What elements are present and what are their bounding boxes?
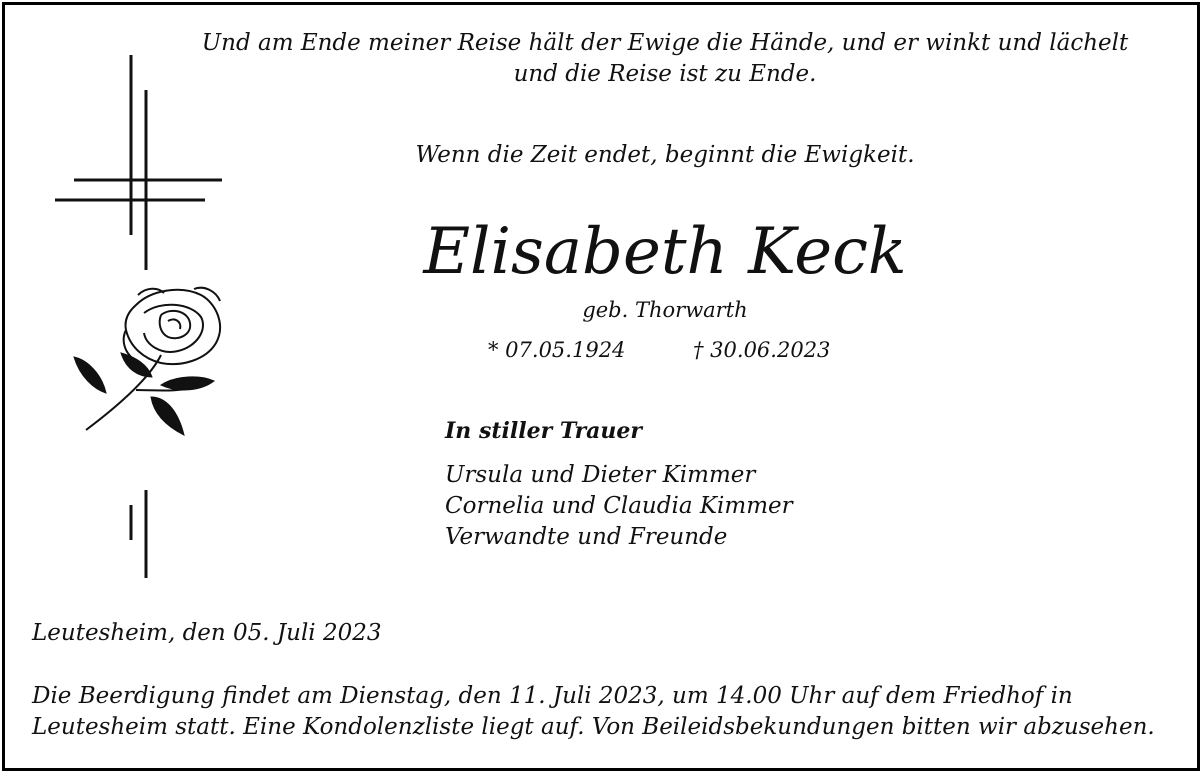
funeral-notice: [32, 681, 1182, 743]
death-date: † 30.06.2023: [693, 338, 831, 362]
birth-name: geb. Thorwarth: [582, 298, 748, 322]
mourners-heading: In stiller Trauer: [445, 418, 643, 444]
motto: Wenn die Zeit endet, beginnt die Ewigkeit.: [415, 142, 915, 168]
place-date: Leutesheim, den 05. Juli 2023: [32, 620, 382, 646]
funeral-notice-line-1: Die Beerdigung findet am Dienstag, den 11. Juli 2023, um 14.00 Uhr auf dem Friedhof in: [32, 683, 1073, 709]
quote-line-1: Und am Ende meiner Reise hält der Ewige die Hände, und er winkt und lächelt: [201, 30, 1129, 56]
birth-date: * 07.05.1924: [488, 338, 626, 362]
quote-line-2: und die Reise ist zu Ende.: [513, 61, 817, 87]
mourner-name: Ursula und Dieter Kimmer: [445, 462, 756, 488]
mourner-name: Verwandte und Freunde: [445, 524, 728, 550]
deceased-name: Elisabeth Keck: [423, 215, 907, 289]
funeral-notice-line-2: Leutesheim statt. Eine Kondolenzliste liegt auf. Von Beileidsbekundungen bitten wir abzusehen.: [32, 714, 1155, 740]
mourner-name: Cornelia und Claudia Kimmer: [445, 493, 793, 519]
